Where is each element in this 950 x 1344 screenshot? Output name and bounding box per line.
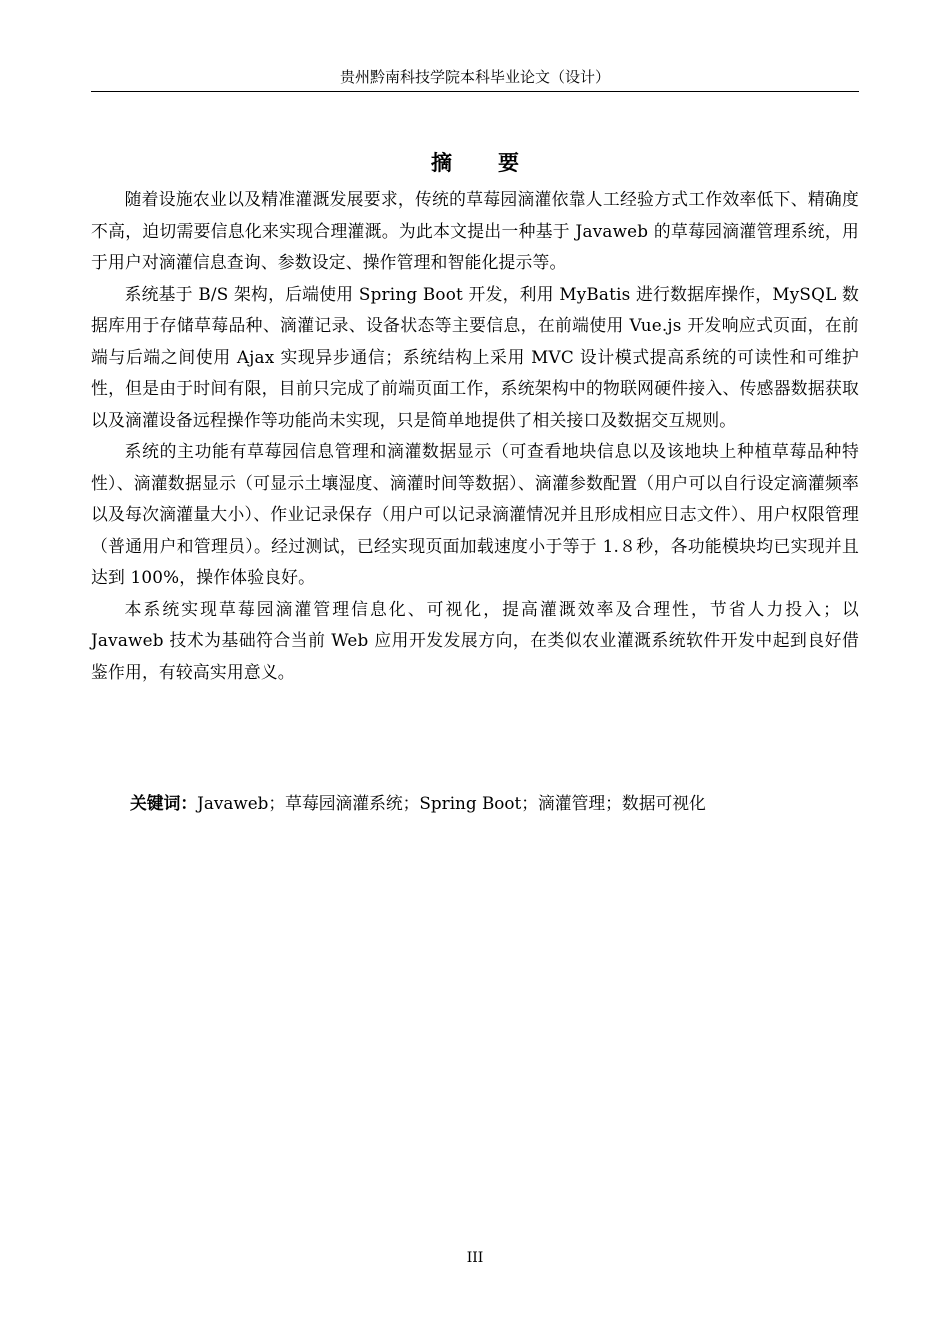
abstract-paragraph-1: 随着设施农业以及精准灌溉发展要求，传统的草莓园滴灌依靠人工经验方式工作效率低下、精确度不高，迫切需要信息化来实现合理灌溉。为此本文提出一种基于 Javaweb 的草莓园滴灌管理系统，用于用户对滴灌信息查询、参数设定、操作管理和智能化提示等。 bbox=[91, 189, 859, 272]
keywords-line bbox=[130, 788, 859, 818]
header-rule bbox=[91, 91, 859, 92]
abstract-paragraph-4: 本系统实现草莓园滴灌管理信息化、可视化，提高灌溉效率及合理性，节省人力投入；以 Javaweb 技术为基础符合当前 Web 应用开发发展方向，在类似农业灌溉系统软件开发中起到良好借鉴作用，有较高实用意义。 bbox=[91, 598, 859, 682]
abstract-title bbox=[91, 148, 859, 178]
keywords-value: Javaweb；草莓园滴灌系统；Spring Boot；滴灌管理；数据可视化 bbox=[197, 793, 706, 813]
abstract-paragraph-2: 系统基于 B/S 架构，后端使用 Spring Boot 开发，利用 MyBatis 进行数据库操作，MySQL 数据库用于存储草莓品种、滴灌记录、设备状态等主要信息，在前端使用 Vue.js 开发响应式页面，在前端与后端之间使用 Ajax 实现异步通信；系统结构上采用 MVC 设计模式提高系统的可读性和可维护性，但是由于时间有限，目前只完成了前端页面工作，系统架构中的物联网硬件接入、传感器数据获取以及滴灌设备远程操作等功能尚未实现，只是简单地提供了相关接口及数据交互规则。 bbox=[91, 283, 859, 430]
running-header: 贵州黔南科技学院本科毕业论文（设计） bbox=[339, 68, 610, 86]
title-char-2: 要 bbox=[498, 151, 519, 175]
keywords-label: 关键词： bbox=[130, 793, 198, 813]
abstract-body bbox=[91, 184, 859, 688]
page-number: III bbox=[466, 1250, 484, 1266]
title-char-1: 摘 bbox=[431, 151, 452, 175]
abstract-paragraph-3: 系统的主功能有草莓园信息管理和滴灌数据显示（可查看地块信息以及该地块上种植草莓品种特性）、滴灌数据显示（可显示土壤湿度、滴灌时间等数据）、滴灌参数配置（用户可以自行设定滴灌频率以及每次滴灌量大小）、作业记录保存（用户可以记录滴灌情况并且形成相应日志文件）、用户权限管理（普通用户和管理员）。经过测试，已经实现页面加载速度小于等于 1.８秒，各功能模块均已实现并且达到 100%，操作体验良好。 bbox=[91, 441, 859, 587]
